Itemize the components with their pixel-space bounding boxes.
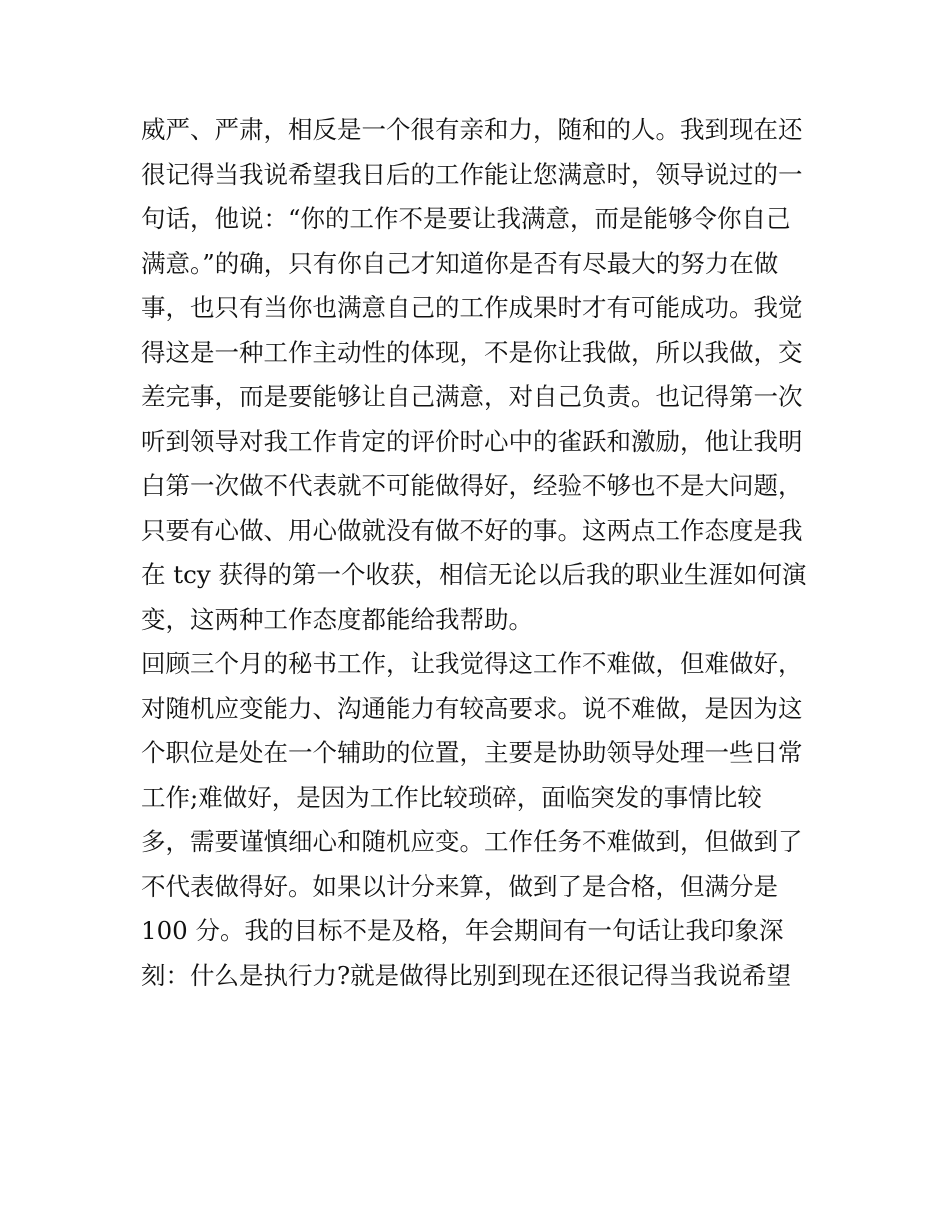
text-line: 差完事，而是要能够让自己满意，对自己负责。也记得第一次 (141, 382, 803, 411)
text-line: 白第一次做不代表就不可能做得好，经验不够也不是大问题， (141, 471, 803, 500)
text-line: 刻：什么是执行力?就是做得比别到现在还很记得当我说希望 (141, 960, 792, 990)
text-line: 威严、严肃，相反是一个很有亲和力，随和的人。我到现在还 (141, 115, 803, 144)
text-line: 事，也只有当你也满意自己的工作成果时才有可能成功。我觉 (141, 293, 803, 322)
text-line: 100 分。我的目标不是及格，年会期间有一句话让我印象深 (141, 916, 784, 945)
text-line: 句话，他说：“你的工作不是要让我满意，而是能够令你自己 (141, 204, 791, 233)
text-line: 变，这两种工作态度都能给我帮助。 (141, 604, 533, 634)
text-line: 多，需要谨慎细心和随机应变。工作任务不难做到，但做到了 (141, 827, 803, 856)
text-line: 不代表做得好。如果以计分来算，做到了是合格，但满分是 (141, 871, 778, 901)
text-line: 在 tcy 获得的第一个收获，相信无论以后我的职业生涯如何演 (141, 560, 807, 589)
body-text (141, 108, 821, 998)
text-line: 对随机应变能力、沟通能力有较高要求。说不难做，是因为这 (141, 693, 803, 723)
text-line: 只要有心做、用心做就没有做不好的事。这两点工作态度是我 (141, 515, 803, 545)
text-line: 听到领导对我工作肯定的评价时心中的雀跃和激励，他让我明 (141, 426, 803, 456)
text-line: 得这是一种工作主动性的体现，不是你让我做，所以我做，交 (141, 337, 803, 367)
text-line: 回顾三个月的秘书工作，让我觉得这工作不难做，但难做好， (141, 649, 803, 678)
text-line: 个职位是处在一个辅助的位置，主要是协助领导处理一些日常 (141, 738, 803, 767)
text-line: 工作;难做好，是因为工作比较琐碎，面临突发的事情比较 (141, 782, 762, 812)
text-line: 满意。”的确，只有你自己才知道你是否有尽最大的努力在做 (141, 248, 779, 278)
text-line: 很记得当我说希望我日后的工作能让您满意时，领导说过的一 (141, 159, 803, 189)
